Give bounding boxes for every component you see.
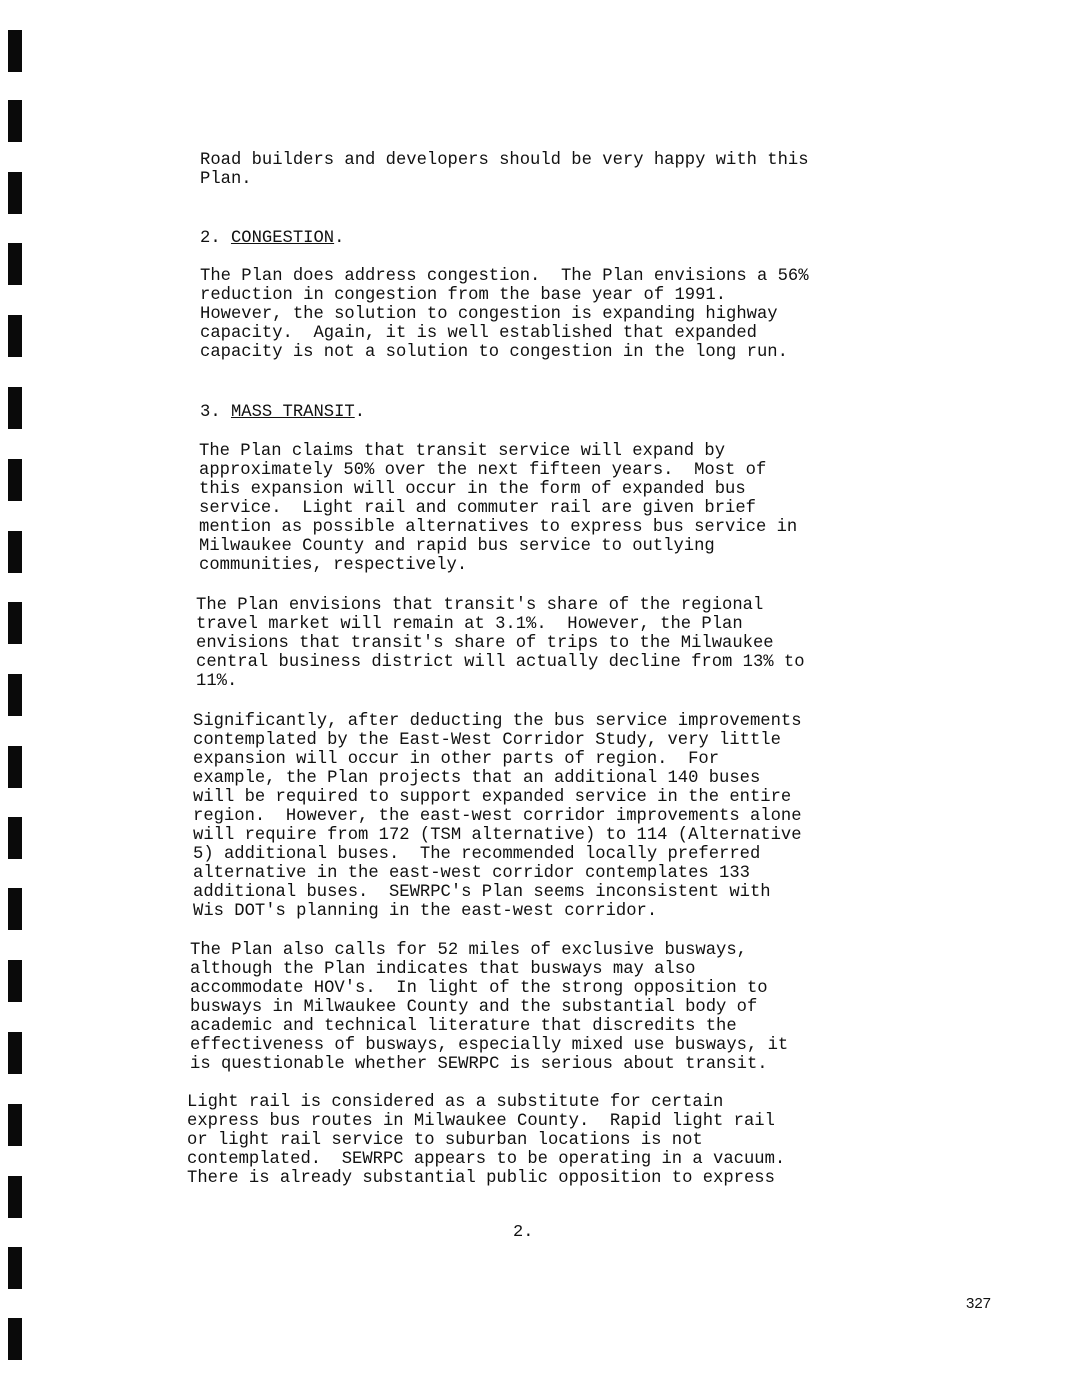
- section-heading-mass-transit: [200, 403, 365, 422]
- transit-paragraph-2: The Plan envisions that transit's share of the regional travel market will remain at 3.1%. However, the Plan envisions that transit's share of trips to the Milwaukee central business district will actually decline from 13% to 11%.: [196, 596, 805, 691]
- binding-mark: [8, 315, 22, 357]
- section-heading-congestion: [200, 229, 344, 248]
- binding-mark: [8, 960, 22, 1002]
- section-title: CONGESTION: [230, 229, 335, 248]
- page-number: 2.: [513, 1223, 534, 1242]
- binding-mark: [8, 100, 22, 142]
- transit-paragraph-4: The Plan also calls for 52 miles of exclusive busways, although the Plan indicates that busways may also accommodate HOV's. In light of the strong opposition to busways in Milwaukee County and the substantial body of academic and technical literature that discredits the effectiveness of busways, especially mixed use busways, it is questionable whether SEWRPC is serious about transit.: [190, 941, 789, 1074]
- binding-mark: [8, 1247, 22, 1289]
- section-title: MASS TRANSIT: [230, 403, 355, 422]
- binding-mark: [8, 888, 22, 930]
- binding-mark: [8, 674, 22, 716]
- binding-mark: [8, 602, 22, 644]
- binding-mark: [8, 1032, 22, 1074]
- binding-mark: [8, 459, 22, 501]
- document-stamp-number: 327: [966, 1295, 992, 1312]
- section-number: 2.: [200, 229, 221, 248]
- transit-paragraph-1: The Plan claims that transit service will expand by approximately 50% over the next fifteen years. Most of this expansion will occur in the form of expanded bus service. Light rail and commuter rail are given brief mention as possible alternatives to express bus service in Milwaukee County and rapid bus service to outlying communities, respectively.: [199, 442, 798, 575]
- section-title-suffix: .: [334, 229, 345, 248]
- binding-mark: [8, 172, 22, 214]
- section-title-suffix: .: [354, 403, 366, 422]
- binding-mark: [8, 1104, 22, 1146]
- congestion-paragraph: The Plan does address congestion. The Plan envisions a 56% reduction in congestion from the base year of 1991. However, the solution to congestion is expanding highway capacity. Again, it is well established that expanded capacity is not a solution to congestion in the long run.: [200, 267, 809, 362]
- binding-mark: [8, 746, 22, 788]
- section-number: 3.: [200, 403, 221, 422]
- binding-mark: [8, 817, 22, 859]
- binding-mark: [8, 531, 22, 573]
- binding-mark: [8, 1176, 22, 1218]
- intro-paragraph: Road builders and developers should be very happy with this Plan.: [200, 151, 809, 189]
- transit-paragraph-3: Significantly, after deducting the bus service improvements contemplated by the East-West Corridor Study, very little expansion will occur in other parts of region. For example, the Plan projects that an additional 140 buses will be required to support expanded service in the entire region. However, the east-west corridor improvements alone will require from 172 (TSM alternative) to 114 (Alternative 5) additional buses. The recommended locally preferred alternative in the east-west corridor contemplates 133 additional buses. SEWRPC's Plan seems inconsistent with Wis DOT's planning in the east-west corridor.: [193, 712, 802, 921]
- binding-mark: [8, 1318, 22, 1360]
- binding-mark: [8, 30, 22, 72]
- binding-mark: [8, 243, 22, 285]
- transit-paragraph-5: Light rail is considered as a substitute for certain express bus routes in Milwaukee County. Rapid light rail or light rail service to suburban locations is not contemplated. SEWRPC appears to be operating in a vacuum. There is already substantial public opposition to express: [187, 1093, 786, 1188]
- binding-mark: [8, 387, 22, 429]
